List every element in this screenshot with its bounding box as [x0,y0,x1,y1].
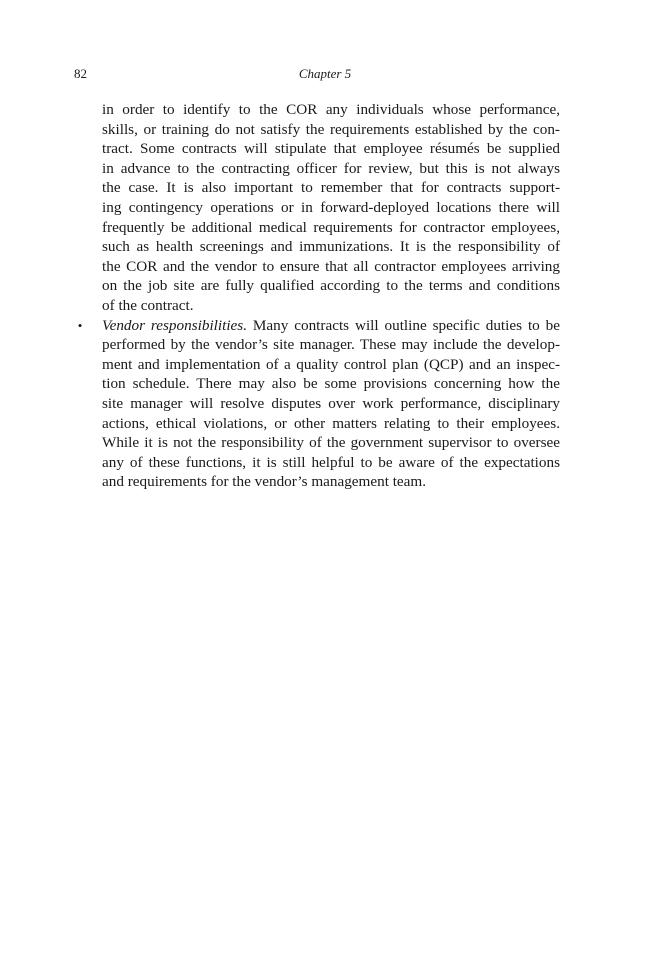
text-line: and requirements for the vendor’s management team. [102,473,427,491]
text-line: any of these functions, it is still helpful to be aware of the expectations [102,453,560,471]
bullet-icon: • [77,317,83,333]
text-line: ment and implementation of a quality control plan (QCP) and an inspec- [102,355,560,373]
text-line: on the job site are fully qualified according to the terms and conditions [102,277,560,295]
text-line: skills, or training do not satisfy the requirements established by the con- [102,120,560,138]
text-line: tion schedule. There may also be some provisions concerning how the [102,375,560,393]
text-line: frequently be additional medical requirements for contractor employees, [102,218,560,236]
run-in-heading: Vendor responsibilities. [102,316,247,334]
bullet-item-vendor-responsibilities [77,316,560,492]
text-line: ing contingency operations or in forward-deployed locations there will [102,198,560,216]
text-line: in order to identify to the COR any individuals whose performance, [102,101,560,118]
text-line: performed by the vendor’s site manager. These may include the develop- [102,336,560,354]
paragraph-continuation [102,100,560,316]
body-text [77,100,560,492]
text-line [102,316,560,336]
text-line: site manager will resolve disputes over work performance, disciplinary [102,394,560,412]
text-line: in advance to the contracting officer for review, but this is not always [102,159,560,177]
text-line: actions, ethical violations, or other matters relating to their employees. [102,414,560,432]
text-run: Many contracts will outline specific duties to be [247,316,560,334]
text-line: of the contract. [102,296,194,314]
text-line: tract. Some contracts will stipulate that employee résumés be supplied [102,140,560,158]
running-head: Chapter 5 [298,66,352,81]
page-number: 82 [74,66,87,81]
text-line: such as health screenings and immunizations. It is the responsibility of [102,238,560,256]
text-line: the case. It is also important to remember that for contracts support- [102,179,560,197]
text-line: the COR and the vendor to ensure that all contractor employees arriving [102,257,560,275]
text-line: While it is not the responsibility of the government supervisor to oversee [102,434,560,452]
